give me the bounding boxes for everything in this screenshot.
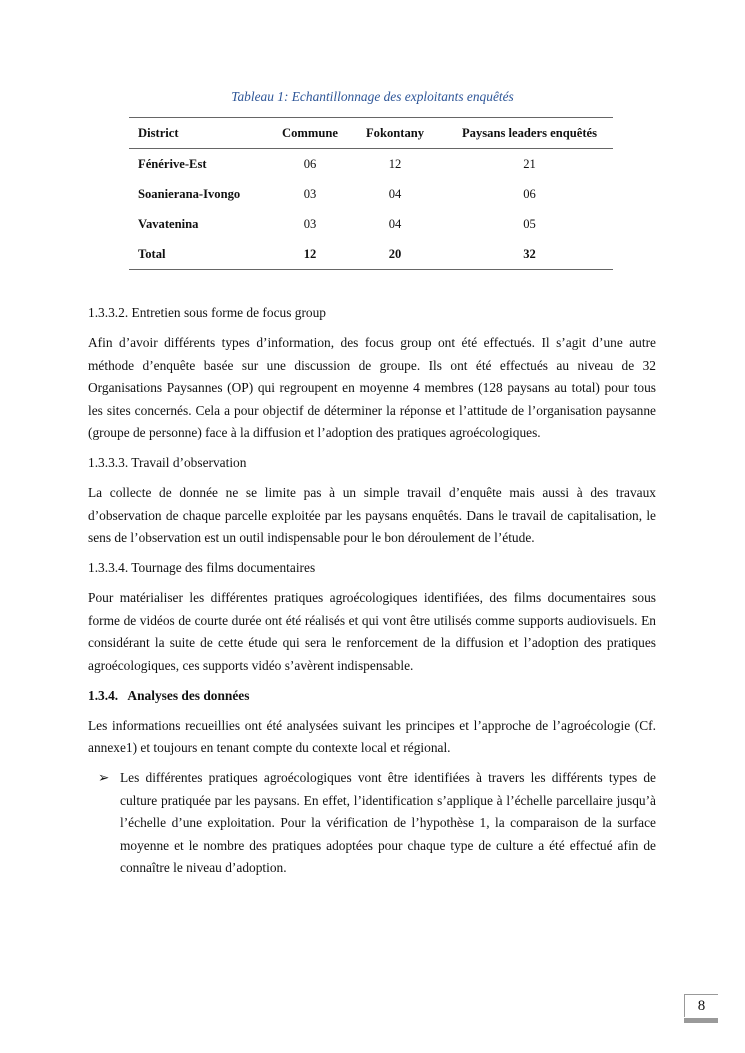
cell-commune: 03: [303, 186, 317, 201]
cell-fokontany: 04: [388, 186, 402, 201]
table-caption: Tableau 1: Echantillonnage des exploitants enquêtés: [231, 89, 514, 104]
section-heading-1332: 1.3.3.2. Entretien sous forme de focus group: [88, 305, 327, 320]
paragraph-observation: La collecte de donnée ne se limite pas à un simple travail d’enquête mais aussi à des travaux d’observation de chaque parcelle exploitée par les paysans enquêtés. Dans le travail de capitalisation, le sens de l’observation est un outil indispensable pour le bon déroulement de l’étude.: [88, 485, 656, 545]
table-row: [129, 179, 613, 209]
table-row: [129, 209, 613, 239]
cell-paysans: 06: [523, 186, 536, 201]
arrow-bullet-icon: ➢: [98, 770, 110, 785]
cell-paysans: 21: [523, 156, 536, 171]
cell-fokontany: 12: [388, 156, 402, 171]
cell-district: Vavatenina: [138, 216, 199, 231]
cell-fokontany: 04: [388, 216, 402, 231]
paragraph-focus-group: Afin d’avoir différents types d’information, des focus group ont été effectués. Il s’agit d’une autre méthode d’enquête basée sur une discussion de groupe. Ils ont été effectués au niveau de 32 Organisations Paysannes (OP) qui regroupent en moyenne 4 membres (128 paysans au total) pour tous les sites concernés. Cela a pour objectif de déterminer la réponse et l’attitude de l’organisation paysanne (groupe de personne) face à la diffusion et l’adoption des pratiques agroécologiques.: [88, 335, 656, 440]
cell-commune: 06: [303, 156, 317, 171]
total-fokontany: 20: [388, 246, 402, 261]
header-fokontany: Fokontany: [365, 125, 425, 140]
total-label: Total: [138, 246, 166, 261]
page-number-underline: [684, 1018, 718, 1023]
cell-paysans: 05: [523, 216, 536, 231]
total-commune: 12: [303, 246, 317, 261]
header-paysans: Paysans leaders enquêtés: [461, 125, 598, 140]
paragraph-films: Pour matérialiser les différentes pratiques agroécologiques identifiées, des films documentaires sous forme de vidéos de courte durée ont été réalisés et qui vont être utilisés comme supports audiovisuels. En considérant la suite de cette étude qui sera le renforcement de la diffusion et l’adoption des pratiques agroécologiques, ces supports vidéo s’avèrent indispensable.: [88, 590, 656, 673]
bullet-item: [88, 767, 656, 880]
table-header-row: [129, 118, 613, 149]
page-number: 8: [684, 994, 718, 1017]
cell-district: Soanierana-Ivongo: [138, 186, 241, 201]
sampling-table: [129, 117, 613, 270]
cell-commune: 03: [303, 216, 317, 231]
body-text: [88, 302, 656, 880]
table-total-row: [129, 239, 613, 270]
header-district: District: [138, 125, 179, 140]
section-heading-1334: 1.3.3.4. Tournage des films documentaires: [88, 560, 316, 575]
section-heading-134: 1.3.4. Analyses des données: [88, 687, 250, 703]
cell-district: Fénérive-Est: [138, 156, 207, 171]
header-commune: Commune: [282, 125, 338, 140]
total-paysans: 32: [523, 246, 536, 261]
bullet-text: Les différentes pratiques agroécologiques vont être identifiées à travers les différents types de culture pratiquée par les paysans. En effet, l’identification s’applique à l’échelle parcellaire jusqu’à l’échelle d’une exploitation. Pour la vérification de l’hypothèse 1, la comparaison de la surface moyenne et le nombre des pratiques adoptées pour chaque type de culture a été effectué afin de connaître le niveau d’adoption.: [120, 770, 656, 875]
section-heading-1333: 1.3.3.3. Travail d’observation: [88, 455, 247, 470]
table-row: [129, 149, 613, 180]
paragraph-analyses: Les informations recueillies ont été analysées suivant les principes et l’approche de l’agroécologie (Cf. annexe1) et toujours en tenant compte du contexte local et régional.: [88, 717, 656, 755]
